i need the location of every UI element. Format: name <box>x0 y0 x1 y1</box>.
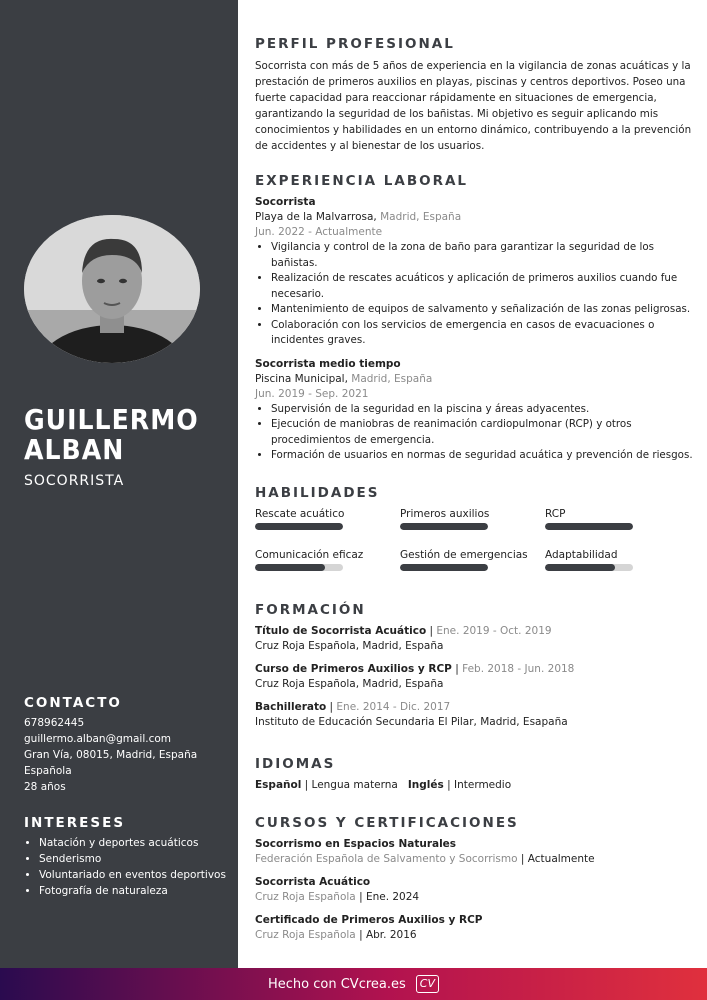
course-date: Actualmente <box>527 853 595 865</box>
contact-nationality: Española <box>24 765 72 777</box>
job-company: Piscina Municipal, <box>255 372 348 385</box>
skill-bar-fill <box>400 564 488 571</box>
languages-section <box>255 756 695 793</box>
job-dates: Jun. 2019 - Sep. 2021 <box>255 387 369 400</box>
course-org: Cruz Roja Española <box>255 891 356 903</box>
skill-item <box>545 548 690 571</box>
course-org: Cruz Roja Española <box>255 929 356 941</box>
course-title: Certificado de Primeros Auxilios y RCP <box>255 914 483 926</box>
list-item: • Colaboración con los servicios de emergencia en casos de evacuaciones o incidentes graves. <box>271 318 695 349</box>
skill-bar <box>545 564 633 571</box>
interests-heading: INTERESES <box>24 815 126 831</box>
education-title: Curso de Primeros Auxilios y RCP <box>255 663 452 675</box>
language-name: Inglés <box>407 779 444 791</box>
skill-label: Rescate acuático <box>255 508 345 520</box>
interests-list <box>24 835 229 899</box>
contact-email: guillermo.alban@gmail.com <box>24 733 171 745</box>
education-org: Instituto de Educación Secundaria El Pilar, Madrid, Esapaña <box>255 716 568 728</box>
language-level: Lengua materna <box>311 779 398 791</box>
course-entry: Socorrista Acuático Cruz Roja Española | Ene. 2024 <box>255 876 420 903</box>
job-title: Socorrista <box>255 196 316 208</box>
skill-label: RCP <box>545 508 566 520</box>
education-entry: Título de Socorrista Acuático | Ene. 2019 - Oct. 2019 Cruz Roja Española, Madrid, España <box>255 624 695 654</box>
skills-heading: HABILIDADES <box>255 485 380 501</box>
name-first: GUILLERMO <box>24 403 199 436</box>
candidate-name <box>24 405 199 465</box>
skill-bar <box>255 564 343 571</box>
courses-heading: CURSOS Y CERTIFICACIONES <box>255 815 519 831</box>
education-org: Cruz Roja Española, Madrid, España <box>255 640 444 652</box>
skill-label: Primeros auxilios <box>400 508 490 520</box>
profile-text: Socorrista con más de 5 años de experiencia en la vigilancia de zonas acuáticas y la prestación de primeros auxilios en playas, piscinas y centros deportivos. Poseo una fuerte capacidad para reaccionar rápidamente en situaciones de emergencia, garantizando la seguridad de los bañistas. Mi objetivo es seguir aplicando mis conocimientos y habilidades en un entorno dinámico, contribuyendo a la prevención de accidentes y al bienestar de los usuarios. <box>255 60 692 152</box>
list-item: • Senderismo <box>39 851 229 867</box>
list-item: • Voluntariado en eventos deportivos <box>39 867 229 883</box>
course-org: Federación Española de Salvamento y Socorrismo <box>255 853 518 865</box>
contact-heading: CONTACTO <box>24 695 122 711</box>
list-item: • Supervisión de la seguridad en la piscina y áreas adyacentes. <box>271 402 695 418</box>
list-item: • Ejecución de maniobras de reanimación cardiopulmonar (RCP) y otros procedimientos de emergencia. <box>271 417 695 448</box>
education-dates: Feb. 2018 - Jun. 2018 <box>462 663 575 675</box>
interests-section <box>24 815 229 899</box>
experience-section <box>255 173 695 464</box>
sidebar <box>0 0 238 968</box>
course-entry: Certificado de Primeros Auxilios y RCP Cruz Roja Española | Abr. 2016 <box>255 914 483 941</box>
job-company: Playa de la Malvarrosa, <box>255 211 377 223</box>
course-entry: Socorrismo en Espacios Naturales Federación Española de Salvamento y Socorrismo | Actualmente <box>255 838 595 865</box>
courses-section <box>255 815 695 951</box>
skill-bar <box>545 523 633 530</box>
list-item: • Fotografía de naturaleza <box>39 883 229 899</box>
list-item: • Natación y deportes acuáticos <box>39 835 229 851</box>
experience-heading: EXPERIENCIA LABORAL <box>255 173 469 189</box>
skills-section <box>255 485 695 571</box>
skill-bar <box>400 523 488 530</box>
list-item: • Realización de rescates acuáticos y aplicación de primeros auxilios cuando fue necesario. <box>271 271 695 302</box>
skill-label: Comunicación eficaz <box>255 549 364 561</box>
skill-bar-fill <box>255 564 325 571</box>
skill-bar-fill <box>255 523 343 530</box>
cv-logo-icon: CV <box>416 975 439 993</box>
skill-item <box>400 507 545 530</box>
job-location: Madrid, España <box>376 211 462 223</box>
skill-item <box>400 548 545 571</box>
job-entry <box>255 357 695 464</box>
skill-item <box>255 548 400 571</box>
education-title: Título de Socorrista Acuático <box>255 625 427 637</box>
education-entry: Bachillerato | Ene. 2014 - Dic. 2017 Instituto de Educación Secundaria El Pilar, Madrid, Esapaña <box>255 700 695 730</box>
languages-heading: IDIOMAS <box>255 756 336 772</box>
language-name: Español <box>255 779 302 791</box>
skill-item <box>545 507 690 530</box>
profile-heading: PERFIL PROFESIONAL <box>255 36 455 52</box>
contact-age: 28 años <box>24 781 66 793</box>
skill-bar-fill <box>545 564 615 571</box>
footer-text[interactable]: Hecho con CVcrea.es <box>268 976 406 992</box>
name-last: ALBAN <box>24 433 125 466</box>
contact-phone: 678962445 <box>24 717 85 729</box>
course-date: Ene. 2024 <box>365 891 420 903</box>
education-title: Bachillerato <box>255 701 327 713</box>
contact-address: Gran Vía, 08015, Madrid, España <box>24 749 198 761</box>
main-content <box>255 0 695 968</box>
job-bullets <box>255 402 695 464</box>
education-org: Cruz Roja Española, Madrid, España <box>255 678 444 690</box>
list-item: • Mantenimiento de equipos de salvamento y señalización de las zonas peligrosas. <box>271 302 695 318</box>
course-title: Socorrista Acuático <box>255 876 371 888</box>
education-heading: FORMACIÓN <box>255 602 366 618</box>
skill-label: Adaptabilidad <box>545 549 618 561</box>
education-dates: Ene. 2014 - Dic. 2017 <box>336 701 451 713</box>
contact-section <box>24 695 229 795</box>
course-title: Socorrismo en Espacios Naturales <box>255 838 457 850</box>
language-level: Intermedio <box>453 779 512 791</box>
list-item: • Formación de usuarios en normas de seguridad acuática y prevención de riesgos. <box>271 448 695 464</box>
job-dates: Jun. 2022 - Actualmente <box>255 226 383 238</box>
profile-photo <box>24 215 200 363</box>
job-location: Madrid, España <box>347 372 433 385</box>
job-bullets <box>255 240 695 349</box>
list-item: • Vigilancia y control de la zona de baño para garantizar la seguridad de los bañistas. <box>271 240 695 271</box>
profile-section <box>255 36 695 154</box>
skill-bar <box>400 564 488 571</box>
job-place <box>255 372 695 387</box>
skill-bar-fill <box>400 523 488 530</box>
education-section <box>255 602 695 738</box>
job-place <box>255 210 695 225</box>
skill-bar <box>255 523 343 530</box>
footer-banner[interactable] <box>0 968 707 1000</box>
education-entry: Curso de Primeros Auxilios y RCP | Feb. 2018 - Jun. 2018 Cruz Roja Española, Madrid, España <box>255 662 695 692</box>
skill-label: Gestión de emergencias <box>400 549 528 561</box>
candidate-role: SOCORRISTA <box>24 473 125 489</box>
skill-bar-fill <box>545 523 633 530</box>
skills-grid <box>255 507 695 571</box>
course-date: Abr. 2016 <box>365 929 417 941</box>
person-portrait-icon <box>24 215 200 363</box>
skill-item <box>255 507 400 530</box>
education-dates: Ene. 2019 - Oct. 2019 <box>436 625 552 637</box>
job-title: Socorrista medio tiempo <box>255 357 401 370</box>
job-entry <box>255 195 695 349</box>
languages-line: Español | Lengua materna Inglés | Intermedio <box>255 779 512 791</box>
